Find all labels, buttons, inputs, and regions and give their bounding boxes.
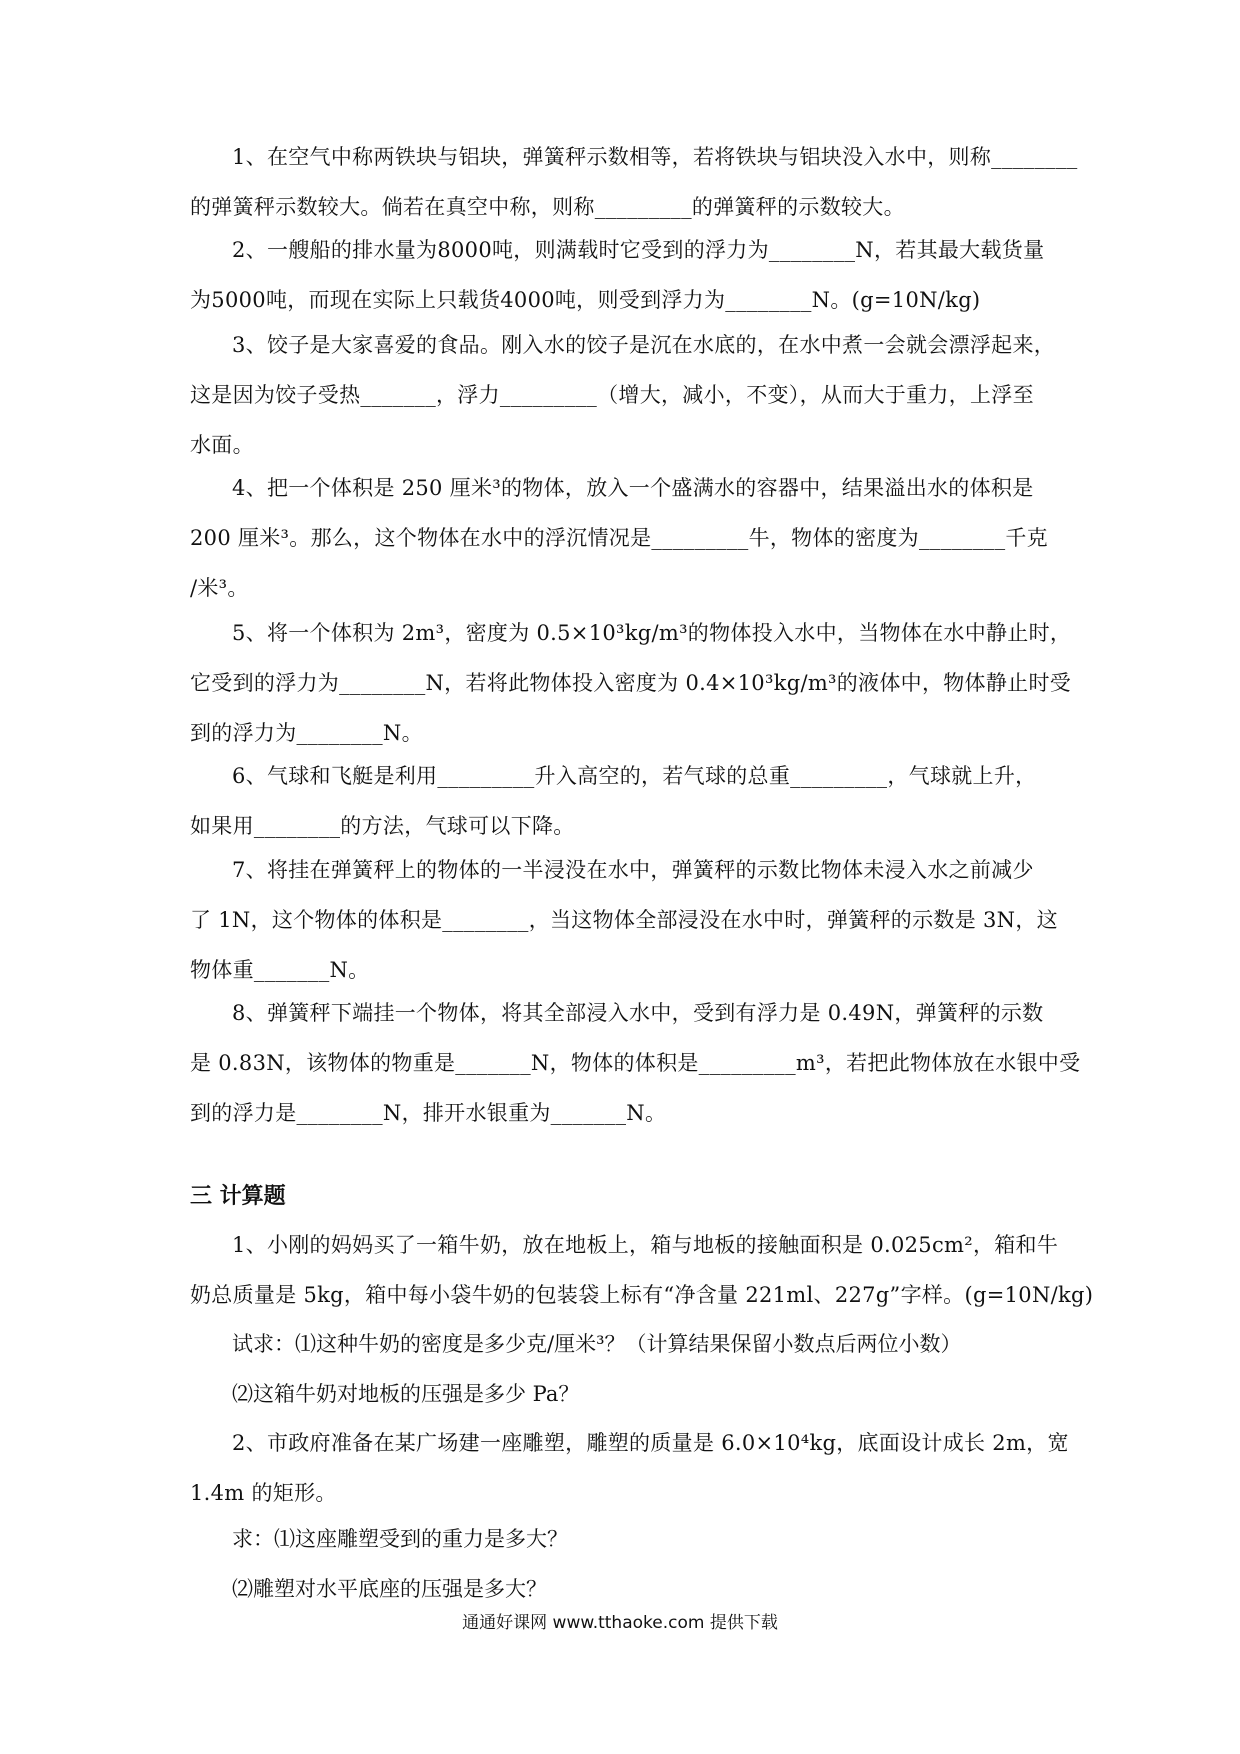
question-line: 奶总质量是 5kg，箱中每小袋牛奶的包装袋上标有“净含量 221ml、227g”字样。(g=10N/kg) bbox=[190, 1283, 1094, 1307]
calc-question-1-part-2: ⑵这箱牛奶对地板的压强是多少 Pa？ bbox=[232, 1382, 580, 1406]
fill-question-1 bbox=[190, 132, 1078, 232]
question-line: 这是因为饺子受热_______，浮力_________（增大，减小，不变），从而大于重力，上浮至 bbox=[190, 383, 1034, 407]
question-line: 如果用________的方法，气球可以下降。 bbox=[190, 814, 575, 838]
question-line: 到的浮力为________N。 bbox=[190, 721, 423, 745]
fill-question-5 bbox=[190, 608, 1072, 758]
section-heading: 三 计算题 bbox=[190, 1184, 286, 1209]
fill-question-8 bbox=[190, 988, 1081, 1138]
fill-question-6 bbox=[190, 751, 1062, 851]
question-line: 为5000吨，而现在实际上只载货4000吨，则受到浮力为________N。(g=10N/kg) bbox=[190, 288, 981, 312]
question-line: 1、小刚的妈妈买了一箱牛奶，放在地板上，箱与地板的接触面积是 0.025cm²，箱和牛 bbox=[232, 1233, 1059, 1257]
fill-question-3 bbox=[190, 320, 1062, 470]
question-line: 3、饺子是大家喜爱的食品。刚入水的饺子是沉在水底的，在水中煮一会就会漂浮起来， bbox=[232, 333, 1056, 357]
question-line: 2、市政府准备在某广场建一座雕塑，雕塑的质量是 6.0×10⁴kg，底面设计成长 2m，宽 bbox=[232, 1431, 1069, 1455]
calc-question-2 bbox=[190, 1418, 1069, 1518]
calc-question-2-part-1: 求：⑴这座雕塑受到的重力是多大？ bbox=[232, 1527, 568, 1551]
question-line: 到的浮力是________N，排开水银重为_______N。 bbox=[190, 1101, 667, 1125]
calc-question-1-part-1: 试求：⑴这种牛奶的密度是多少克/厘米³？（计算结果保留小数点后两位小数） bbox=[232, 1332, 962, 1356]
question-line: 2、一艘船的排水量为8000吨，则满载时它受到的浮力为________N，若其最大载货量 bbox=[232, 238, 1045, 262]
question-line: 了 1N，这个物体的体积是________，当这物体全部浸没在水中时，弹簧秤的示数是 3N，这 bbox=[190, 908, 1058, 932]
calc-question-1 bbox=[190, 1220, 1094, 1320]
question-line: 物体重_______N。 bbox=[190, 958, 370, 982]
question-line: 7、将挂在弹簧秤上的物体的一半浸没在水中，弹簧秤的示数比物体未浸入水之前减少 bbox=[232, 858, 1034, 882]
fill-question-2 bbox=[190, 225, 1062, 325]
question-line: 1.4m 的矩形。 bbox=[190, 1481, 337, 1505]
question-line: 的弹簧秤示数较大。倘若在真空中称，则称_________的弹簧秤的示数较大。 bbox=[190, 195, 905, 219]
question-line: 1、在空气中称两铁块与铝块，弹簧秤示数相等，若将铁块与铝块没入水中，则称________ bbox=[232, 145, 1078, 169]
question-line: /米³。 bbox=[190, 576, 249, 600]
question-line: 6、气球和飞艇是利用_________升入高空的，若气球的总重_________，气球就上升， bbox=[232, 764, 1037, 788]
question-line: 是 0.83N，该物体的物重是_______N，物体的体积是_________m³，若把此物体放在水银中受 bbox=[190, 1051, 1081, 1075]
page-footer: 通通好课网 www.tthaoke.com 提供下载 bbox=[462, 1613, 778, 1633]
question-line: 水面。 bbox=[190, 433, 254, 457]
question-line: 200 厘米³。那么，这个物体在水中的浮沉情况是_________牛，物体的密度为________千克 bbox=[190, 526, 1048, 550]
calc-question-2-part-2: ⑵雕塑对水平底座的压强是多大？ bbox=[232, 1577, 547, 1601]
fill-question-7 bbox=[190, 845, 1062, 995]
question-line: 5、将一个体积为 2m³，密度为 0.5×10³kg/m³的物体投入水中，当物体在水中静止时， bbox=[232, 621, 1072, 645]
question-line: 8、弹簧秤下端挂一个物体，将其全部浸入水中，受到有浮力是 0.49N，弹簧秤的示数 bbox=[232, 1001, 1044, 1025]
question-line: 它受到的浮力为________N，若将此物体投入密度为 0.4×10³kg/m³的液体中，物体静止时受 bbox=[190, 671, 1072, 695]
fill-question-4 bbox=[190, 463, 1062, 613]
question-line: 4、把一个体积是 250 厘米³的物体，放入一个盛满水的容器中，结果溢出水的体积是 bbox=[232, 476, 1034, 500]
